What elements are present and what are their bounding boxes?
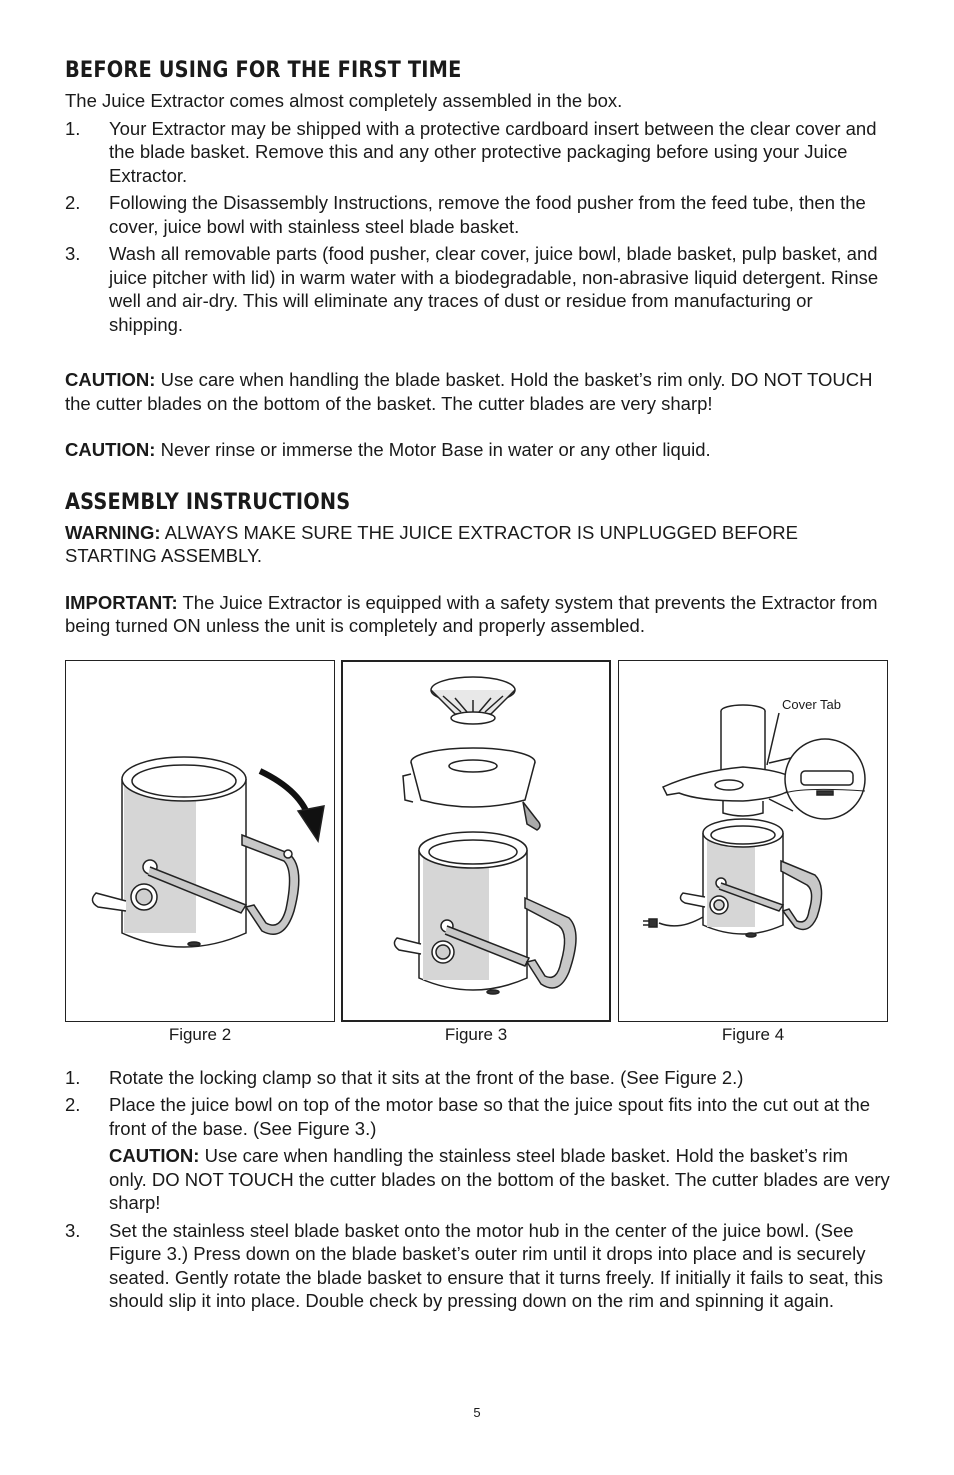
list-item: 2. Place the juice bowl on top of the motor base so that the juice spout fits into the cut out at the front of the base. (See Figure 3.) CAUTION: Use care when handling the stainless steel blade basket. Hold the basket’s rim only. DO NOT TOUCH the cutter blades on the bottom of the basket. The cutter blades are very sharp!	[65, 1094, 890, 1213]
list-item: 2. Following the Disassembly Instructions, remove the food pusher from the feed tube, then the cover, juice bowl with stainless steel blade basket.	[65, 192, 866, 237]
caution-motor-base: CAUTION: Never rinse or immerse the Motor Base in water or any other liquid.	[65, 439, 711, 460]
important-text: IMPORTANT: The Juice Extractor is equipped with a safety system that prevents the Extractor from being turned ON unless the unit is completely and properly assembled.	[65, 591, 878, 636]
section-heading-assembly: ASSEMBLY INSTRUCTIONS	[65, 489, 351, 515]
figure-2-illustration	[65, 660, 335, 1022]
juicer-base-clamp-drawing	[66, 661, 336, 1023]
figure-2-caption: Figure 2	[168, 1024, 232, 1044]
page-content	[65, 58, 890, 1317]
cover-tab-callout: Cover Tab	[782, 696, 842, 712]
juicer-cover-tab-drawing	[619, 661, 889, 1023]
caution-blade-basket: CAUTION: Use care when handling the blade basket. Hold the basket’s rim only. DO NOT TOUCH the cutter blades on the bottom of the basket. The cutter blades are very sharp!	[65, 369, 873, 414]
intro-text: The Juice Extractor comes almost completely assembled in the box.	[65, 90, 623, 111]
figure-4-caption: Figure 4	[721, 1024, 785, 1044]
first-use-steps	[65, 117, 890, 337]
figure-3-illustration	[341, 660, 611, 1022]
figure-4-illustration	[618, 660, 888, 1022]
page-number: 5	[473, 1405, 481, 1420]
figures-row	[65, 660, 890, 1060]
caution-blade-basket-assembly: CAUTION: Use care when handling the stainless steel blade basket. Hold the basket’s rim only. DO NOT TOUCH the cutter blades on the bottom of the basket. The cutter blades are very sharp!	[109, 1145, 890, 1213]
assembly-steps	[65, 1066, 890, 1313]
warning-text: WARNING: ALWAYS MAKE SURE THE JUICE EXTRACTOR IS UNPLUGGED BEFORE STARTING ASSEMBLY.	[65, 521, 798, 566]
list-item: 1. Your Extractor may be shipped with a protective cardboard insert between the clear cover and the blade basket. Remove this and any other protective packaging before using your Juice Extractor.	[65, 117, 877, 186]
figure-3-caption: Figure 3	[444, 1024, 508, 1044]
section-heading-before-use: BEFORE USING FOR THE FIRST TIME	[65, 58, 462, 83]
list-item: 1. Rotate the locking clamp so that it sits at the front of the base. (See Figure 2.)	[65, 1066, 744, 1088]
list-item: 3. Wash all removable parts (food pusher, clear cover, juice bowl, blade basket, pulp basket, and juice pitcher with lid) in warm water with a biodegradable, non-abrasive liquid detergent. Rinse well and air-dry. This will eliminate any traces of dust or residue from manufacturing or shipping.	[65, 243, 879, 335]
juicer-exploded-assembly-drawing	[343, 662, 613, 1024]
list-item: 3. Set the stainless steel blade basket onto the motor hub in the center of the juice bowl. (See Figure 3.) Press down on the blade basket’s outer rim until it drops into place and is securely seated. Gently rotate the blade basket to ensure that it turns freely. If initially it fails to seat, this should slip it into place. Double check by pressing down on the rim and spinning it again.	[65, 1219, 883, 1311]
